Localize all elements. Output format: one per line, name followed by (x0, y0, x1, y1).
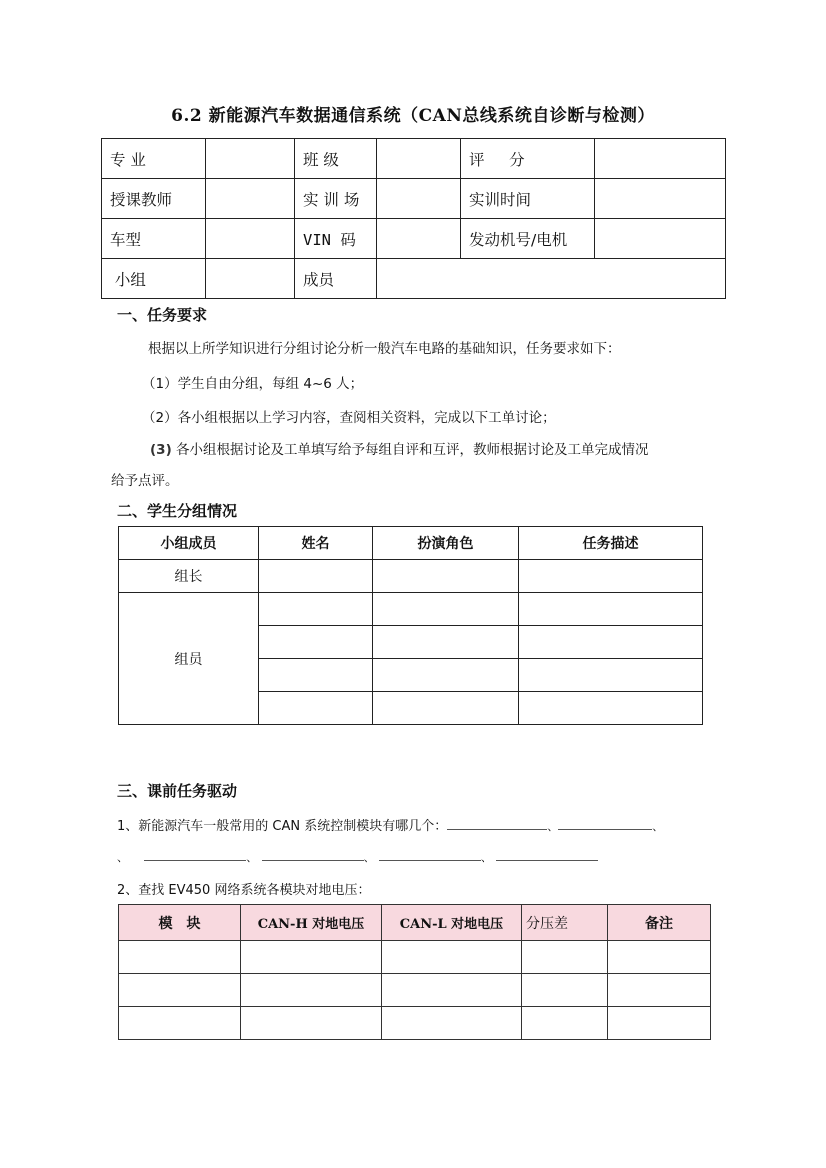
separator: 、 (117, 851, 128, 864)
section1-item-2: （2）各小组根据以上学习内容，查阅相关资料，完成以下工单讨论； (142, 410, 556, 426)
answer-blank[interactable] (262, 848, 364, 861)
answer-blank[interactable] (496, 848, 598, 861)
cell-input[interactable] (241, 974, 382, 1007)
label-training-time: 实训时间 (461, 179, 595, 219)
cell-input[interactable] (608, 974, 711, 1007)
cell-input[interactable] (373, 626, 519, 659)
field-score[interactable] (595, 139, 726, 179)
field-vin[interactable] (377, 219, 461, 259)
cell-input[interactable] (241, 1007, 382, 1040)
leader-label: 组长 (119, 560, 259, 593)
item3-text: 各小组根据讨论及工单填写给予每组自评和互评，教师根据讨论及工单完成情况 (176, 442, 649, 458)
answer-blank[interactable] (447, 817, 547, 830)
cell-input[interactable] (608, 1007, 711, 1040)
table-row (119, 1007, 711, 1040)
field-class[interactable] (377, 139, 461, 179)
table-row (119, 593, 703, 626)
col-header-can-h: CAN-H 对地电压 (241, 905, 382, 941)
col-header-members: 小组成员 (119, 527, 259, 560)
cell-input[interactable] (259, 560, 373, 593)
answer-blank[interactable] (379, 848, 481, 861)
cell-input[interactable] (519, 593, 703, 626)
item3-number: (3) (150, 442, 172, 458)
cell-input[interactable] (519, 626, 703, 659)
label-vin: VIN 码 (295, 219, 377, 259)
col-header-remarks: 备注 (608, 905, 711, 941)
cell-input[interactable] (382, 974, 522, 1007)
document-title: 6.2 新能源汽车数据通信系统（CAN总线系统自诊断与检测） (171, 106, 655, 126)
col-header-can-l: CAN-L 对地电压 (382, 905, 522, 941)
col-header-task: 任务描述 (519, 527, 703, 560)
cell-input[interactable] (119, 974, 241, 1007)
question-1 (117, 815, 663, 834)
group-table (118, 526, 703, 725)
label-major: 专 业 (102, 139, 206, 179)
section1-item-3 (150, 438, 649, 458)
label-vehicle-model: 车型 (102, 219, 206, 259)
label-class: 班 级 (295, 139, 377, 179)
table-row (119, 560, 703, 593)
question-1-cont (117, 848, 598, 865)
field-group[interactable] (206, 259, 295, 299)
section2-heading: 二、学生分组情况 (117, 502, 238, 520)
answer-blank[interactable] (558, 817, 652, 830)
separator: 、 (363, 851, 375, 864)
field-training-site[interactable] (377, 179, 461, 219)
cell-input[interactable] (608, 941, 711, 974)
section1-intro: 根据以上所学知识进行分组讨论分析一般汽车电路的基础知识，任务要求如下： (148, 341, 621, 357)
label-training-site: 实 训 场 (295, 179, 377, 219)
question-2: 2、查找 EV450 网络系统各模块对地电压： (117, 883, 371, 898)
cell-input[interactable] (519, 659, 703, 692)
cell-input[interactable] (259, 593, 373, 626)
info-row (102, 259, 726, 299)
field-teacher[interactable] (206, 179, 295, 219)
separator: 、 (547, 820, 559, 833)
cell-input[interactable] (522, 941, 608, 974)
cell-input[interactable] (373, 560, 519, 593)
cell-input[interactable] (519, 692, 703, 725)
member-label: 组员 (119, 593, 259, 725)
voltage-table (118, 904, 711, 1040)
col-header-role: 扮演角色 (373, 527, 519, 560)
info-row (102, 179, 726, 219)
field-vehicle-model[interactable] (206, 219, 295, 259)
cell-input[interactable] (119, 941, 241, 974)
cell-input[interactable] (522, 1007, 608, 1040)
label-score: 评 分 (461, 139, 595, 179)
label-group: 小组 (102, 259, 206, 299)
info-row (102, 219, 726, 259)
cell-input[interactable] (373, 692, 519, 725)
col-header-voltage-diff: 分压差 (522, 905, 608, 941)
question-1-text: 1、新能源汽车一般常用的 CAN 系统控制模块有哪几个： (117, 819, 448, 834)
field-major[interactable] (206, 139, 295, 179)
cell-input[interactable] (382, 941, 522, 974)
table-row (119, 941, 711, 974)
cell-input[interactable] (522, 974, 608, 1007)
col-header-name: 姓名 (259, 527, 373, 560)
separator: 、 (652, 820, 664, 833)
cell-input[interactable] (259, 692, 373, 725)
table-row (119, 974, 711, 1007)
section1-item-3-cont: 给予点评。 (111, 473, 179, 489)
section3-heading: 三、课前任务驱动 (117, 782, 238, 800)
voltage-table-header (119, 905, 711, 941)
cell-input[interactable] (259, 626, 373, 659)
label-members: 成员 (295, 259, 377, 299)
separator: 、 (246, 851, 258, 864)
cell-input[interactable] (373, 659, 519, 692)
field-engine-number[interactable] (595, 219, 726, 259)
cell-input[interactable] (519, 560, 703, 593)
label-teacher: 授课教师 (102, 179, 206, 219)
info-row (102, 139, 726, 179)
cell-input[interactable] (373, 593, 519, 626)
info-table (101, 138, 726, 299)
label-engine-number: 发动机号/电机 (461, 219, 595, 259)
field-training-time[interactable] (595, 179, 726, 219)
answer-blank[interactable] (144, 848, 246, 861)
field-members[interactable] (377, 259, 726, 299)
cell-input[interactable] (259, 659, 373, 692)
section1-heading: 一、任务要求 (117, 306, 208, 324)
cell-input[interactable] (241, 941, 382, 974)
section1-item-1: （1）学生自由分组，每组 4~6 人； (142, 376, 364, 392)
cell-input[interactable] (382, 1007, 522, 1040)
group-table-header (119, 527, 703, 560)
cell-input[interactable] (119, 1007, 241, 1040)
separator: 、 (480, 851, 492, 864)
col-header-module: 模 块 (119, 905, 241, 941)
